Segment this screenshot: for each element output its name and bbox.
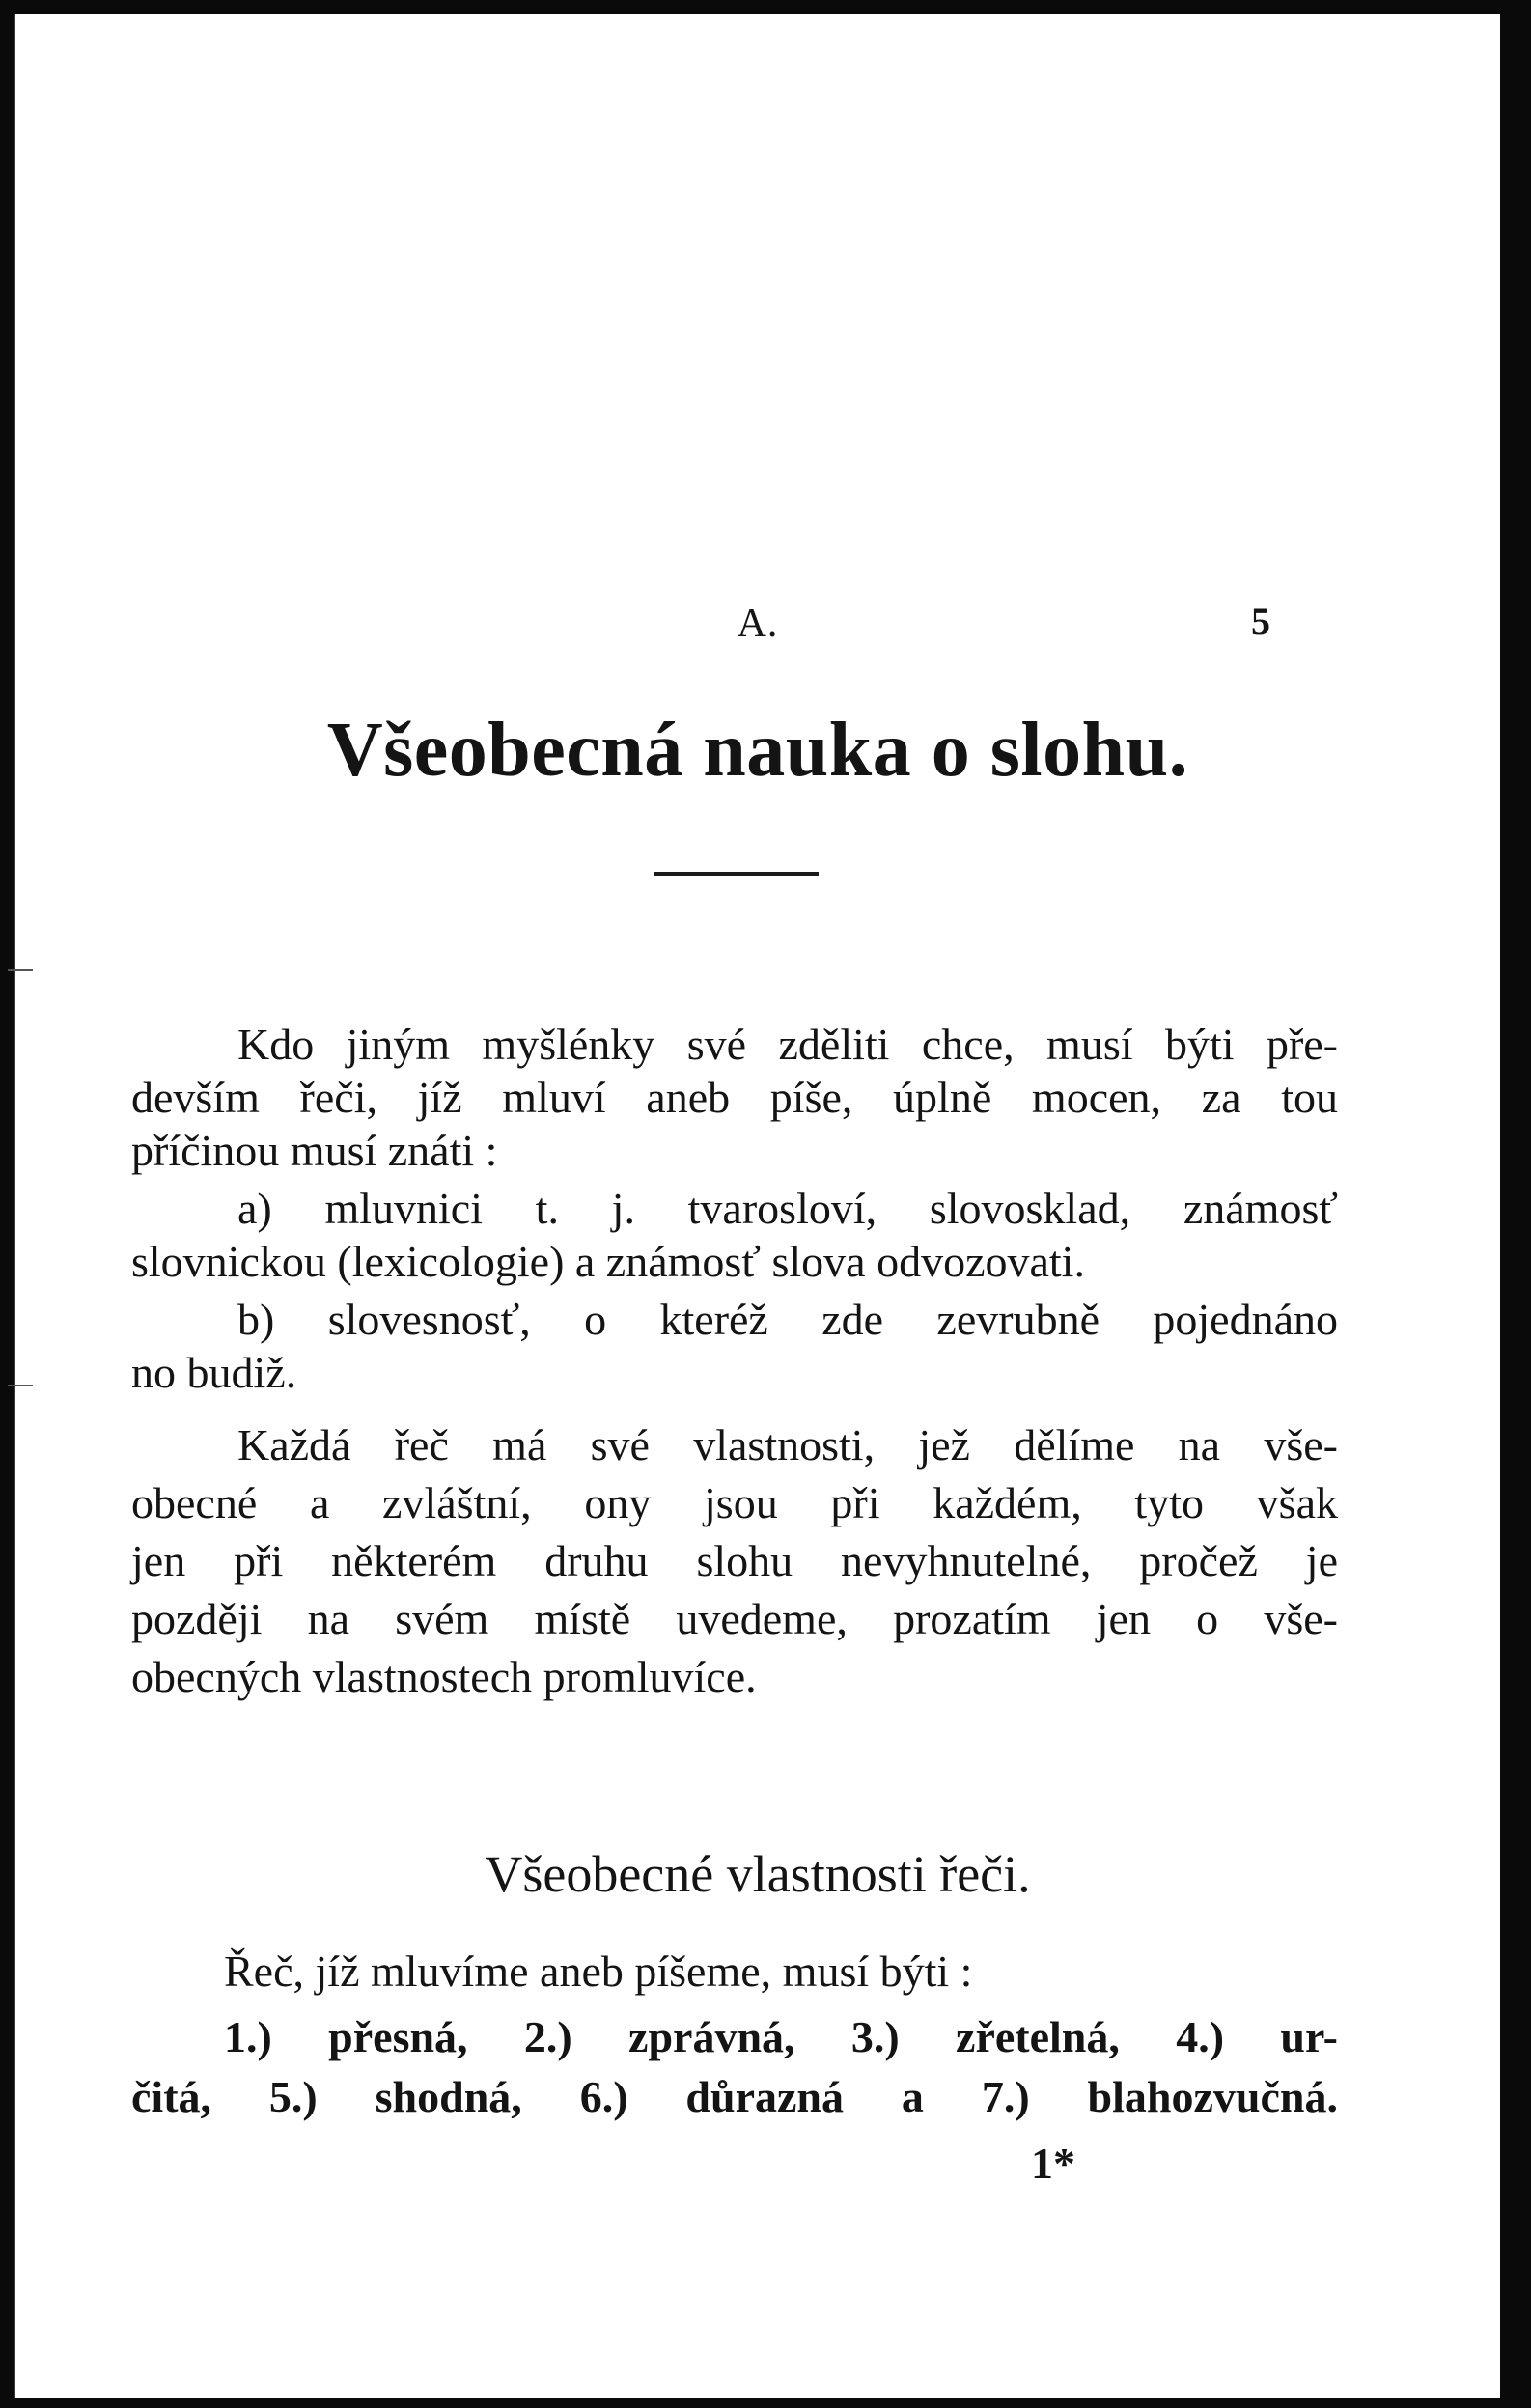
- paragraph-line: později na svém místě uvedeme, prozatím jen o vše-: [131, 1594, 1338, 1643]
- list-item-line: a) mluvnici t. j. tvarosloví, slovosklad, známosť: [237, 1184, 1338, 1233]
- paragraph-line: jen při některém druhu slohu nevyhnutelné, pročež je: [131, 1536, 1338, 1585]
- section-letter: A.: [737, 602, 779, 646]
- paragraph-line: 1.) přesná, 2.) zprávná, 3.) zřetelná, 4.) ur-: [224, 2012, 1338, 2061]
- paragraph-line: Řeč, jíž mluvíme aneb píšeme, musí býti :: [224, 1946, 973, 1996]
- paragraph-line: Kdo jiným myšlénky své zděliti chce, musí býti pře-: [237, 1020, 1338, 1069]
- paragraph-line: Každá řeč má své vlastnosti, jež dělíme na vše-: [237, 1420, 1338, 1470]
- edge-mark: [8, 1385, 33, 1386]
- section-subheading: Všeobecné vlastnosti řeči.: [485, 1845, 1031, 1903]
- page-mark: 5: [1251, 600, 1270, 643]
- paragraph-line: obecné a zvláštní, ony jsou při každém, tyto však: [131, 1478, 1338, 1527]
- paragraph-line: příčinou musí znáti :: [131, 1126, 498, 1175]
- title-divider: [654, 872, 819, 876]
- edge-mark: [8, 969, 33, 971]
- paragraph-line: devším řeči, jíž mluví aneb píše, úplně mocen, za tou: [131, 1073, 1338, 1122]
- paragraph-line: obecných vlastnostech promluvíce.: [131, 1652, 757, 1701]
- list-item-line: b) slovesnosť, o kteréž zde zevrubně pojednáno: [237, 1295, 1338, 1344]
- book-page: [14, 14, 1500, 2398]
- list-item-line: no budiž.: [131, 1348, 297, 1397]
- signature-mark: 1*: [1031, 2139, 1075, 2188]
- list-item-line: slovnickou (lexicologie) a známosť slova odvozovati.: [131, 1237, 1085, 1286]
- paragraph-line: čitá, 5.) shodná, 6.) důrazná a 7.) blahozvučná.: [131, 2072, 1338, 2121]
- page-title: Všeobecná nauka o slohu.: [326, 708, 1189, 793]
